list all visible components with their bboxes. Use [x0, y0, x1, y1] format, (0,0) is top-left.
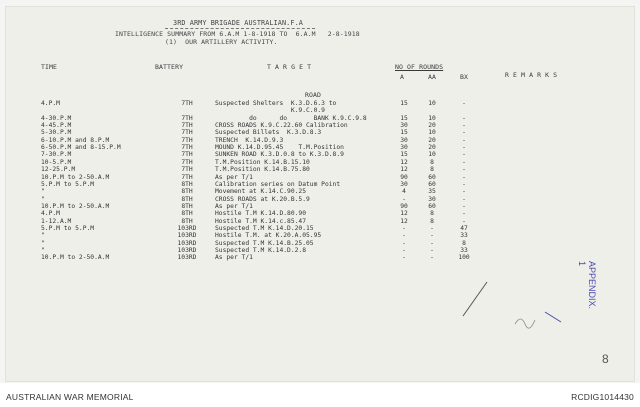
rounds-bx-cell: - — [462, 122, 466, 130]
target-cell: CROSS ROADS at K.20.B.5.9 — [215, 195, 310, 203]
battery-cell: 8TH — [181, 202, 193, 210]
rounds-aa-cell: 8 — [430, 166, 434, 174]
rounds-bx-cell: - — [462, 202, 466, 210]
record-id: RCDIG1014430 — [571, 392, 634, 402]
time-cell: 12-25.P.M — [41, 166, 76, 174]
rounds-a-cell: 30 — [400, 136, 408, 144]
rounds-bx-cell: - — [462, 114, 466, 122]
rounds-a-cell: 30 — [400, 144, 408, 152]
rounds-bx-cell: - — [462, 129, 466, 137]
battery-cell: 7TH — [181, 158, 193, 166]
rounds-aa-cell: - — [430, 224, 434, 232]
target-cell: Hostile T.M K.14.c.85.47 — [215, 217, 306, 225]
battery-cell: 8TH — [181, 195, 193, 203]
col-time: TIME — [41, 63, 58, 71]
target-cell: CROSS ROADS K.9.C.22.60 Calibration — [215, 122, 348, 130]
target-cell: K.9.C.0.9 — [215, 107, 325, 115]
target-cell: Suspected Shelters K.3.D.6.3 to — [215, 100, 337, 107]
table-row — [5, 188, 635, 195]
time-cell: " — [41, 232, 45, 240]
battery-cell: 103RD — [177, 232, 197, 240]
time-cell: 7-30.P.M — [41, 151, 72, 159]
rounds-aa-cell: 8 — [430, 158, 434, 166]
col-bx: BX — [460, 73, 469, 81]
battery-cell: 7TH — [181, 173, 193, 181]
archive-footer — [0, 383, 640, 407]
unit-heading: 3RD ARMY BRIGADE AUSTRALIAN.F.A — [173, 19, 303, 27]
time-cell: 4.P.M — [41, 100, 60, 107]
table-row — [5, 174, 635, 181]
rounds-aa-cell: - — [430, 247, 434, 254]
target-cell: Hostile T.M. at K.20.A.05.95 — [215, 232, 322, 240]
battery-cell: 7TH — [181, 100, 193, 107]
battery-cell: 7TH — [181, 144, 193, 152]
battery-cell: 7TH — [181, 114, 193, 122]
col-target: T A R G E T — [267, 63, 312, 71]
archive-name: AUSTRALIAN WAR MEMORIAL — [6, 392, 134, 402]
rounds-a-cell: - — [402, 232, 406, 240]
rounds-aa-cell: 10 — [428, 114, 436, 122]
summary-title: INTELLIGENCE SUMMARY FROM 6.A.M 1-8-1918 TO 6.A.M 2-8-1918 — [115, 30, 360, 38]
rounds-a-cell: 12 — [400, 158, 408, 166]
table-row — [5, 151, 635, 158]
rounds-a-cell: - — [402, 224, 406, 232]
time-cell: " — [41, 195, 45, 203]
table-row — [5, 232, 635, 239]
rounds-aa-cell: 60 — [428, 180, 436, 188]
battery-cell: 7TH — [181, 129, 193, 137]
target-cell: As per T/1 — [215, 202, 253, 210]
time-cell: " — [41, 247, 45, 254]
table-row — [5, 100, 635, 107]
rounds-aa-cell: 35 — [428, 188, 436, 196]
table-row — [5, 225, 635, 232]
col-aa: AA — [428, 73, 437, 81]
rounds-aa-cell: 20 — [428, 144, 436, 152]
time-cell: 10.P.M to 2-50.A.M — [41, 173, 110, 181]
target-cell: Calibration series on Datum Point — [215, 180, 341, 188]
time-cell: 10.P.M to 2-50.A.M — [41, 202, 110, 210]
target-cell: T.M.Position K.14.B.15.10 — [215, 158, 310, 166]
table-row — [5, 196, 635, 203]
target-cell: Suspected T.M K.14.D.2.8 — [215, 247, 306, 254]
rounds-aa-cell: 60 — [428, 173, 436, 181]
battery-cell: 103RD — [177, 239, 197, 247]
time-cell: " — [41, 239, 45, 247]
time-cell: 4-45.P.M — [41, 122, 72, 130]
target-cell: TRENCH K.14.D.9.3 — [215, 136, 284, 144]
table-row — [5, 203, 635, 210]
table-row — [5, 254, 635, 261]
time-cell: 6-10.P.M and 8.P.M — [41, 136, 110, 144]
appendix-note: APPENDIX. 1 — [577, 261, 597, 310]
rounds-aa-cell: 10 — [428, 100, 436, 107]
time-cell: 4.P.M — [41, 210, 60, 218]
time-cell: 5.P.M to 5.P.M — [41, 180, 95, 188]
rounds-aa-cell: 10 — [428, 151, 436, 159]
rounds-a-cell: - — [402, 239, 406, 247]
battery-cell: 8TH — [181, 188, 193, 196]
rounds-bx-cell: - — [462, 195, 466, 203]
time-cell: 4-30.P.M — [41, 114, 72, 122]
rounds-a-cell: 15 — [400, 151, 408, 159]
table-row — [5, 122, 635, 129]
rounds-bx-cell: 8 — [462, 239, 466, 247]
target-cell: Suspected T.M K.14.D.20.15 — [215, 224, 314, 232]
rounds-aa-cell: 30 — [428, 195, 436, 203]
battery-cell: 7TH — [181, 136, 193, 144]
table-row — [5, 159, 635, 166]
rounds-bx-cell: - — [462, 217, 466, 225]
rounds-aa-cell: 60 — [428, 202, 436, 210]
pen-strokes — [445, 276, 585, 356]
rounds-aa-cell: - — [430, 232, 434, 240]
time-cell: " — [41, 188, 45, 196]
rounds-a-cell: 15 — [400, 114, 408, 122]
road-note: ROAD — [305, 91, 322, 99]
document-page — [5, 6, 635, 382]
rounds-bx-cell: - — [462, 210, 466, 218]
rounds-aa-cell: 10 — [428, 129, 436, 137]
battery-cell: 8TH — [181, 217, 193, 225]
time-cell: 1-12.A.M — [41, 217, 72, 225]
rounds-bx-cell: - — [462, 151, 466, 159]
rounds-bx-cell: 33 — [460, 247, 468, 254]
rounds-bx-cell: - — [462, 188, 466, 196]
rounds-bx-cell: - — [462, 158, 466, 166]
rounds-a-cell: 12 — [400, 217, 408, 225]
table-row — [5, 137, 635, 144]
target-cell: do do BANK K.9.C.9.8 — [215, 114, 367, 122]
rounds-a-cell: - — [402, 247, 406, 254]
table-row — [5, 107, 635, 114]
section-title: (1) OUR ARTILLERY ACTIVITY. — [165, 38, 278, 46]
col-rounds: NO OF ROUNDS — [395, 63, 444, 71]
battery-cell: 8TH — [181, 180, 193, 188]
battery-cell: 8TH — [181, 210, 193, 218]
col-remarks: R E M A R K S — [505, 71, 558, 79]
table-row — [5, 210, 635, 217]
rounds-aa-cell: - — [430, 239, 434, 247]
target-cell: Hostile T.M K.14.D.80.90 — [215, 210, 306, 218]
time-cell: 10.P.M to 2-50.A.M — [41, 254, 110, 262]
rounds-a-cell: 12 — [400, 210, 408, 218]
rounds-aa-cell: 20 — [428, 122, 436, 130]
battery-cell: 7TH — [181, 151, 193, 159]
rounds-aa-cell: 8 — [430, 217, 434, 225]
battery-cell: 103RD — [177, 247, 197, 254]
rounds-a-cell: 90 — [400, 173, 408, 181]
rounds-a-cell: 12 — [400, 166, 408, 174]
rounds-a-cell: - — [402, 254, 406, 262]
rounds-a-cell: 15 — [400, 129, 408, 137]
table-row — [5, 115, 635, 122]
rounds-a-cell: 30 — [400, 122, 408, 130]
battery-cell: 103RD — [177, 254, 197, 262]
target-cell: As per T/1 — [215, 254, 253, 262]
heading-underline — [165, 28, 315, 29]
table-row — [5, 240, 635, 247]
rounds-aa-cell: 8 — [430, 210, 434, 218]
target-cell: T.M.Position K.14.B.75.80 — [215, 166, 310, 174]
rounds-a-cell: 15 — [400, 100, 408, 107]
battery-cell: 7TH — [181, 166, 193, 174]
col-battery: BATTERY — [155, 63, 184, 71]
rounds-a-cell: 90 — [400, 202, 408, 210]
time-cell: 5-30.P.M — [41, 129, 72, 137]
rounds-a-cell: 4 — [402, 188, 406, 196]
table-row — [5, 247, 635, 254]
table-row — [5, 181, 635, 188]
rounds-bx-cell: 47 — [460, 224, 468, 232]
rounds-a-cell: - — [402, 195, 406, 203]
rounds-aa-cell: 20 — [428, 136, 436, 144]
time-cell: 10-5.P.M — [41, 158, 72, 166]
table-row — [5, 166, 635, 173]
table-row — [5, 144, 635, 151]
rounds-aa-cell: - — [430, 254, 434, 262]
time-cell: 5.P.M to 5.P.M — [41, 224, 95, 232]
rounds-bx-cell: - — [462, 173, 466, 181]
target-cell: SUNKEN ROAD K.3.D.0.8 to K.3.D.8.9 — [215, 151, 344, 159]
rounds-bx-cell: - — [462, 136, 466, 144]
target-cell: Movement at K.14.C.90.25 — [215, 188, 306, 196]
page-number: 8 — [602, 352, 609, 366]
target-cell: As per T/1 — [215, 173, 253, 181]
target-cell: Suspected Billets K.3.D.8.3 — [215, 129, 322, 137]
rounds-bx-cell: 33 — [460, 232, 468, 240]
rounds-bx-cell: - — [462, 144, 466, 152]
target-cell: MOUND K.14.D.95.45 T.M.Position — [215, 144, 344, 152]
table-row — [5, 218, 635, 225]
battery-cell: 103RD — [177, 224, 197, 232]
rounds-bx-cell: - — [462, 100, 466, 107]
rounds-bx-cell: 100 — [458, 254, 470, 262]
time-cell: 6-50.P.M and 8-15.P.M — [41, 144, 121, 152]
rounds-bx-cell: - — [462, 180, 466, 188]
rounds-a-cell: 30 — [400, 180, 408, 188]
col-a: A — [400, 73, 405, 81]
target-cell: Suspected T.M K.14.B.25.05 — [215, 239, 314, 247]
table-row — [5, 129, 635, 136]
battery-cell: 7TH — [181, 122, 193, 130]
rounds-bx-cell: - — [462, 166, 466, 174]
